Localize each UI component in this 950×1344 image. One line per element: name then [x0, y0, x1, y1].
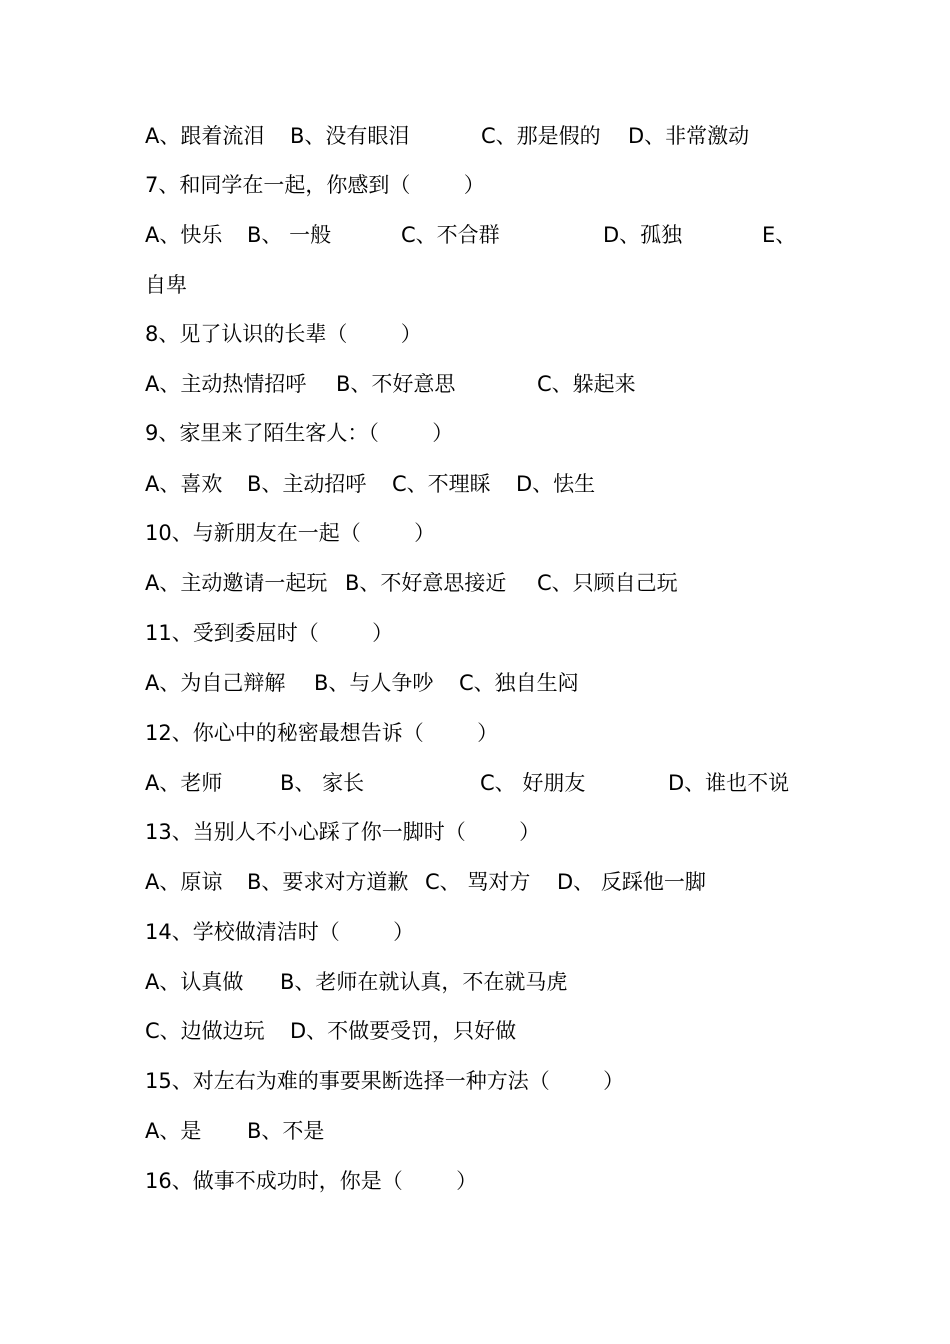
question-12: 12、你心中的秘密最想告诉（ ）: [145, 721, 499, 745]
question-9: 9、家里来了陌生客人：（ ）: [145, 421, 454, 445]
options-line-q9: [145, 469, 596, 499]
option-d: D、谁也不说: [668, 771, 790, 795]
option-d: D、非常激动: [628, 124, 750, 148]
options-line-q10: [145, 568, 678, 598]
option-c: C、那是假的: [481, 124, 601, 148]
options-line-q11: [145, 668, 579, 698]
question-13: 13、当别人不小心踩了你一脚时（ ）: [145, 820, 541, 844]
options-line-q12: [145, 768, 790, 798]
option-e-continuation: 自卑: [145, 273, 187, 297]
option-b: B、没有眼泪: [290, 124, 410, 148]
question-10: 10、与新朋友在一起（ ）: [145, 521, 436, 545]
option-b: B、要求对方道歉: [247, 870, 409, 894]
option-b: B、不好意思: [336, 372, 456, 396]
option-c: C、独自生闷: [459, 671, 579, 695]
option-e: E、: [762, 223, 797, 247]
option-b: B、主动招呼: [247, 472, 367, 496]
option-a: A、主动邀请一起玩: [145, 571, 328, 595]
option-a: A、老师: [145, 771, 223, 795]
option-c: C、不合群: [401, 223, 500, 247]
option-a: A、认真做: [145, 970, 244, 994]
option-a: A、为自己辩解: [145, 671, 286, 695]
option-d: D、孤独: [603, 223, 683, 247]
options-line-q14-second: [145, 1016, 517, 1046]
options-line-q13: [145, 867, 706, 897]
option-b: B、与人争吵: [314, 671, 434, 695]
option-c: C、不理睬: [392, 472, 491, 496]
option-c: C、只顾自己玩: [537, 571, 678, 595]
question-7: 7、和同学在一起，你感到（ ）: [145, 173, 485, 197]
question-8: 8、见了认识的长辈（ ）: [145, 322, 422, 346]
option-c: C、躲起来: [537, 372, 636, 396]
question-15: 15、对左右为难的事要果断选择一种方法（ ）: [145, 1069, 625, 1093]
option-d: D、不做要受罚，只好做: [290, 1019, 517, 1043]
option-a: A、快乐: [145, 223, 223, 247]
option-c: C、 骂对方: [425, 870, 531, 894]
option-b: B、不好意思接近: [345, 571, 507, 595]
option-b: B、不是: [247, 1119, 325, 1143]
options-line-q8: [145, 369, 636, 399]
option-a: A、是: [145, 1119, 202, 1143]
question-16: 16、做事不成功时，你是（ ）: [145, 1169, 478, 1193]
question-14: 14、学校做清洁时（ ）: [145, 920, 415, 944]
options-line-q6: [145, 121, 750, 151]
option-a: A、原谅: [145, 870, 223, 894]
question-11: 11、受到委屈时（ ）: [145, 621, 394, 645]
option-a: A、喜欢: [145, 472, 223, 496]
option-a: A、跟着流泪: [145, 124, 265, 148]
option-d: D、 反踩他一脚: [557, 870, 706, 894]
option-d: D、怯生: [516, 472, 596, 496]
options-line-q14-first: [145, 967, 568, 997]
option-a: A、主动热情招呼: [145, 372, 307, 396]
options-line-q7: [145, 220, 797, 250]
option-c: C、 好朋友: [480, 771, 586, 795]
option-b: B、 一般: [247, 223, 332, 247]
option-b: B、 家长: [280, 771, 365, 795]
option-c: C、边做边玩: [145, 1019, 265, 1043]
option-b: B、老师在就认真，不在就马虎: [280, 970, 568, 994]
options-line-q15: [145, 1116, 325, 1146]
